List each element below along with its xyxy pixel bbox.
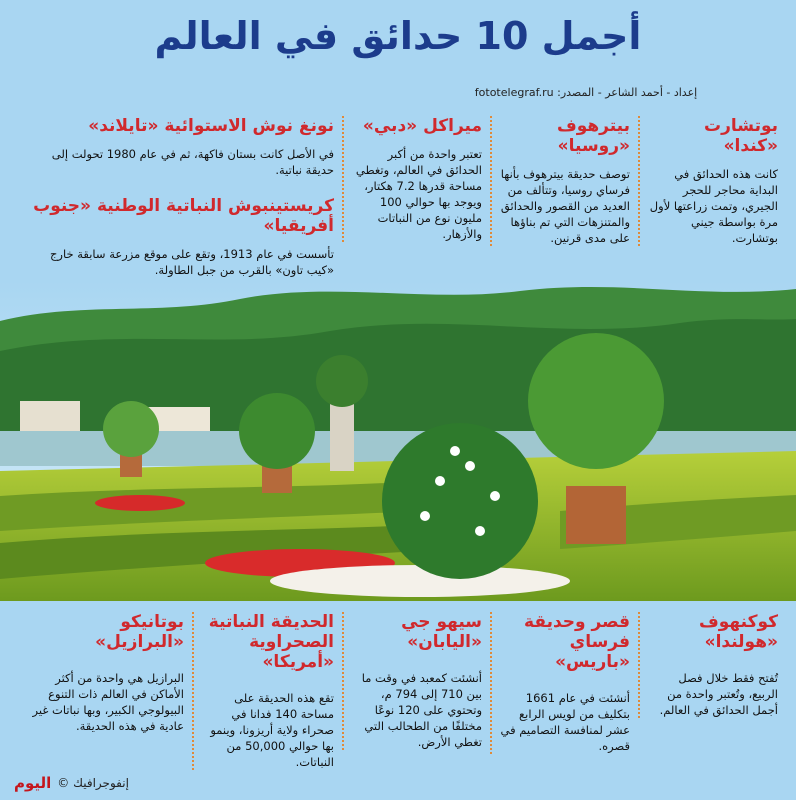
garden-title: كوكنهوف	[699, 612, 778, 632]
garden-title: نونغ نوش الاستوائية «تايلاند»	[88, 116, 334, 136]
garden-title: فرساي «باريس»	[555, 632, 630, 672]
footer-credit	[14, 774, 129, 792]
garden-butchart	[638, 116, 786, 246]
garden-title: الحديقة النباتية	[208, 612, 334, 632]
garden-description: توصف حديقة بيترهوف بأنها فرساي روسيا، وتتألف من العديد من القصور والحدائق والمتنزهات التي تم بناؤها على مدى قرنين.	[500, 167, 630, 245]
garden-title: بوتانيكو	[120, 612, 184, 632]
garden-title: بوتشارت «كندا»	[704, 116, 778, 156]
garden-description: تأسست في عام 1913، وتقع على موقع مزرعة سابقة خارج «كيب تاون» بالقرب من جبل الطاولة.	[49, 247, 334, 277]
garden-description: في الأصل كانت بستان فاكهة، ثم في عام 1980 تحولت إلى حديقة نباتية.	[51, 147, 334, 177]
garden-keukenhof	[638, 612, 786, 718]
garden-desert-botanical	[192, 612, 342, 770]
garden-versailles	[490, 612, 638, 754]
footer-label: إنفوجرافيك ©	[57, 776, 129, 790]
garden-title: قصر وحديقة	[524, 612, 630, 632]
garden-title: الصحراوية «أمريكا»	[249, 632, 334, 672]
garden-miracle	[342, 116, 490, 242]
garden-title: كريستينبوش النباتية الوطنية «جنوب أفريقيا»	[33, 196, 334, 236]
garden-title: «البرازيل»	[95, 632, 184, 652]
source-credit: إعداد - أحمد الشاعر - المصدر: fototelegraf.ru	[474, 86, 698, 99]
garden-description: كانت هذه الحدائق في البداية محاجر للحجر الجيري، وتمت زراعتها لأول مرة بواسطة جيني بوتشارت.	[649, 167, 778, 245]
garden-nongnooch	[16, 116, 342, 178]
garden-kirstenbosch	[16, 196, 342, 278]
garden-peterhof	[490, 116, 638, 246]
garden-description: البرازيل هي واحدة من أكثر الأماكن في العالم ذات التنوع البيولوجي الكبير، وبها نباتات غير عادية في هذه الحديقة.	[32, 671, 184, 733]
garden-title: بيترهوف «روسيا»	[556, 116, 630, 156]
garden-title: «هولندا»	[704, 632, 778, 652]
garden-title: سيهو جي	[401, 612, 482, 632]
garden-landscape-illustration	[0, 281, 796, 601]
page-title: أجمل 10 حدائق في العالم	[154, 14, 642, 58]
garden-description: تعتبر واحدة من أكبر الحدائق في العالم، وتغطي مساحة قدرها 7.2 هكتار، ويوجد بها حوالي 100 مليون نوع من النباتات والأزهار.	[355, 147, 482, 241]
brand-logo: اليوم	[14, 774, 52, 792]
garden-botanico	[12, 612, 192, 734]
garden-photo	[0, 281, 796, 601]
garden-description: تقع هذه الحديقة على مساحة 140 فدانا في صحراء ولاية أريزونا، وينمو بها حوالي 50,000 من النباتات.	[210, 691, 334, 769]
garden-description: أنشئت في عام 1661 بتكليف من لويس الرابع عشر لمنافسة التصاميم في قصره.	[500, 691, 630, 753]
garden-description: أنشئت كمعبد في وقت ما بين 710 إلى 794 م، وتحتوي على 120 نوعًا مختلفًا من الطحالب التي تغطي الأرض.	[361, 671, 482, 749]
garden-title: «اليابان»	[407, 632, 482, 652]
garden-title: ميراكل «دبي»	[362, 116, 482, 136]
garden-saiho-ji	[342, 612, 490, 750]
garden-description: تُفتح فقط خلال فصل الربيع، وتُعتبر واحدة من أجمل الحدائق في العالم.	[659, 671, 778, 717]
